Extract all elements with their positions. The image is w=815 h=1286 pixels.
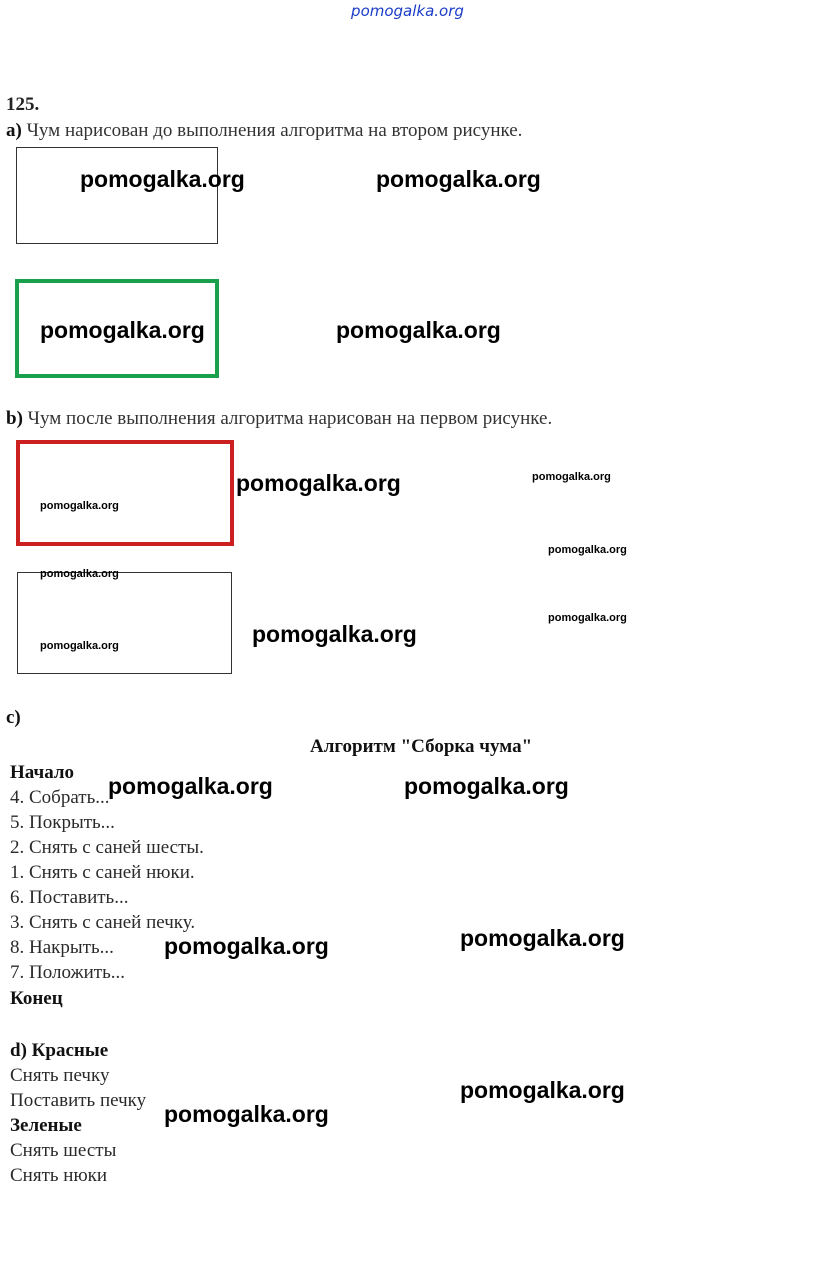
watermark: pomogalka.org	[108, 773, 273, 799]
algorithm-step: 3. Снять с саней печку.	[10, 912, 196, 933]
part-b-label: b)	[6, 408, 23, 429]
algorithm-start: Начало	[10, 762, 75, 783]
part-c-label: c)	[6, 707, 21, 728]
watermark: pomogalka.org	[376, 166, 541, 192]
red-item: Поставить печку	[10, 1090, 147, 1111]
red-heading: Красные	[31, 1040, 109, 1061]
watermark-small: pomogalka.org	[40, 568, 119, 580]
part-a-sentence: Чум нарисован до выполнения алгоритма на втором рисунке.	[26, 120, 523, 141]
watermark: pomogalka.org	[80, 166, 245, 192]
watermark-small: pomogalka.org	[548, 612, 627, 624]
green-item: Снять нюки	[10, 1165, 108, 1186]
algorithm-end: Конец	[10, 988, 63, 1009]
watermark-small: pomogalka.org	[532, 471, 611, 483]
algorithm-step: 4. Собрать...	[10, 787, 110, 808]
algorithm-step: 7. Положить...	[10, 962, 125, 983]
algorithm-step: 8. Накрыть...	[10, 937, 114, 958]
algorithm-step: 1. Снять с саней нюки.	[10, 862, 195, 883]
exercise-number: 125.	[6, 94, 40, 115]
part-d-red-heading	[10, 1040, 108, 1062]
algorithm-step: 5. Покрыть...	[10, 812, 115, 833]
watermark: pomogalka.org	[164, 1101, 329, 1127]
watermark: pomogalka.org	[236, 470, 401, 496]
part-b-text	[6, 408, 552, 430]
green-item: Снять шесты	[10, 1140, 117, 1161]
red-item: Снять печку	[10, 1065, 110, 1086]
watermark: pomogalka.org	[460, 925, 625, 951]
picture-frame-2	[17, 572, 232, 674]
algorithm-title: Алгоритм "Сборка чума"	[310, 736, 533, 757]
red-picture-frame	[16, 440, 234, 546]
part-b-sentence: Чум после выполнения алгоритма нарисован на первом рисунке.	[27, 408, 553, 429]
watermark-small: pomogalka.org	[40, 500, 119, 512]
algorithm-step: 6. Поставить...	[10, 887, 129, 908]
site-link[interactable]: pomogalka.org	[351, 2, 464, 20]
watermark: pomogalka.org	[164, 933, 329, 959]
watermark: pomogalka.org	[336, 317, 501, 343]
green-heading: Зеленые	[10, 1115, 82, 1136]
part-a-label: a)	[6, 120, 22, 141]
algorithm-step: 2. Снять с саней шесты.	[10, 837, 204, 858]
watermark-small: pomogalka.org	[548, 544, 627, 556]
part-d-label: d)	[10, 1040, 27, 1061]
picture-frame-1	[16, 147, 218, 244]
watermark-small: pomogalka.org	[40, 640, 119, 652]
watermark: pomogalka.org	[252, 621, 417, 647]
watermark: pomogalka.org	[460, 1077, 625, 1103]
watermark: pomogalka.org	[40, 317, 205, 343]
watermark: pomogalka.org	[404, 773, 569, 799]
part-a-text	[6, 120, 522, 142]
